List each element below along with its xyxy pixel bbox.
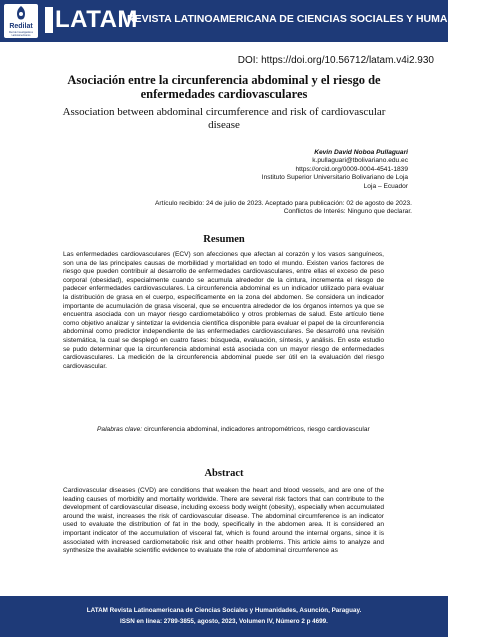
author-name: Kevin David Noboa Pullaguari [314,149,408,156]
conflicts-of-interest: Conflictos de Interés: Ninguno que declarar. [283,208,412,216]
resumen-text: Las enfermedades cardiovasculares (ECV) son afecciones que afectan al corazón y los vasos sanguíneos, son una de las principales causas de morbilidad y mortalidad en todo el mundo. Existen varios factores de riesgo que pueden contribuir al desarrollo de enfermedades cardiovasculares, entre ellas el exceso de peso corporal (obesidad), especialmente cuando se acumula alrededor de la cintura, incrementa el riesgo de padecer enfermedades cardiovasculares. La circunferencia abdominal es un indicador utilizado para evaluar la distribución de grasa en el cuerpo, específicamente en la zona del abdomen. Se considera un indicador importante de acumulación de grasa visceral, que se encuentra alrededor de los órganos internos ya que se encuentra asociada con un mayor riesgo cardiometabólico y otros problemas de salud. Este artículo tiene como objetivo analizar y sintetizar la evidencia científica disponible para evaluar el papel de la circunferencia abdominal como predictor independiente de las enfermedades cardiovasculares. Se desarrolló una revisión sistemática, la cual se desplegó en cuatro fases: búsqueda, evaluación, síntesis, y análisis. En este estudio se pudo determinar que la circunferencia abdominal está asociada con un mayor riesgo de enfermedades cardiovasculares. La medición de la circunferencia abdominal puede ser útil en la evaluación del riesgo cardiovascular. [63,251,384,370]
author-email[interactable]: k.pullaguari@tbolivariano.edu.ec [312,157,408,165]
latam-logo-mark-icon [45,7,53,33]
author-block [262,149,408,191]
author-location: Loja – Ecuador [363,182,408,190]
keywords-label: Palabras clave: [97,426,143,433]
journal-footer [0,596,448,637]
resumen-heading: Resumen [203,234,245,245]
journal-name: REVISTA LATINOAMERICANA DE CIENCIAS SOCIALES Y HUMANIDADES [127,13,495,25]
author-institution: Instituto Superior Universitario Bolivariano de Loja [261,174,408,182]
article-title-spanish: Asociación entre la circunferencia abdominal y el riesgo de enfermedades cardiovasculares [67,73,381,101]
article-dates [155,200,412,217]
redilat-logo [4,4,38,38]
abstract-text: Cardiovascular diseases (CVD) are conditions that weaken the heart and blood vessels, and are one of the leading causes of morbidity and mortality worldwide. There are several risk factors that can contribute to the development of cardiovascular disease, including excess body weight (obesity), especially when accumulated around the waist, increases the risk of cardiovascular disease. The abdominal circumference is an indicator used to evaluate the distribution of fat in the body, specifically in the abdomen area. It is considered an important indicator of the accumulation of visceral fat, which is found around the internal organs, since it is associated with increased cardiometabolic risk and other health problems. This article aims to analyze and synthesize the available scientific evidence to evaluate the role of abdominal circumference as [63,487,384,555]
keywords [63,426,384,435]
latam-logo-text: LATAM [55,6,138,33]
author-orcid[interactable]: https://orcid.org/0009-0004-4541-1839 [295,165,408,173]
footer-issn-line: ISSN en línea: 2789-3855, agosto, 2023, Volumen IV, Número 2 p 4699. [120,618,328,625]
abstract-heading: Abstract [204,468,244,479]
redilat-logo-subtext: Red de Investigadores Latinoamericanos [9,31,33,37]
journal-header [0,0,495,42]
footer-journal-line: LATAM Revista Latinoamericana de Ciencias Sociales y Humanidades, Asunción, Paraguay. [86,607,362,614]
keywords-list: circunferencia abdominal, indicadores antropométricos, riesgo cardiovascular [143,426,370,433]
received-accepted-dates: Artículo recibido: 24 de julio de 2023. Aceptado para publicación: 02 de agosto de 2023. [155,200,412,207]
doi-link[interactable]: DOI: https://doi.org/10.56712/latam.v4i2.930 [237,55,434,66]
article-title-english: Association between abdominal circumference and risk of cardiovascular disease [62,106,386,131]
latam-logo [45,6,138,34]
redilat-emblem-icon [14,5,28,23]
redilat-logo-text: Redilat [9,23,33,30]
